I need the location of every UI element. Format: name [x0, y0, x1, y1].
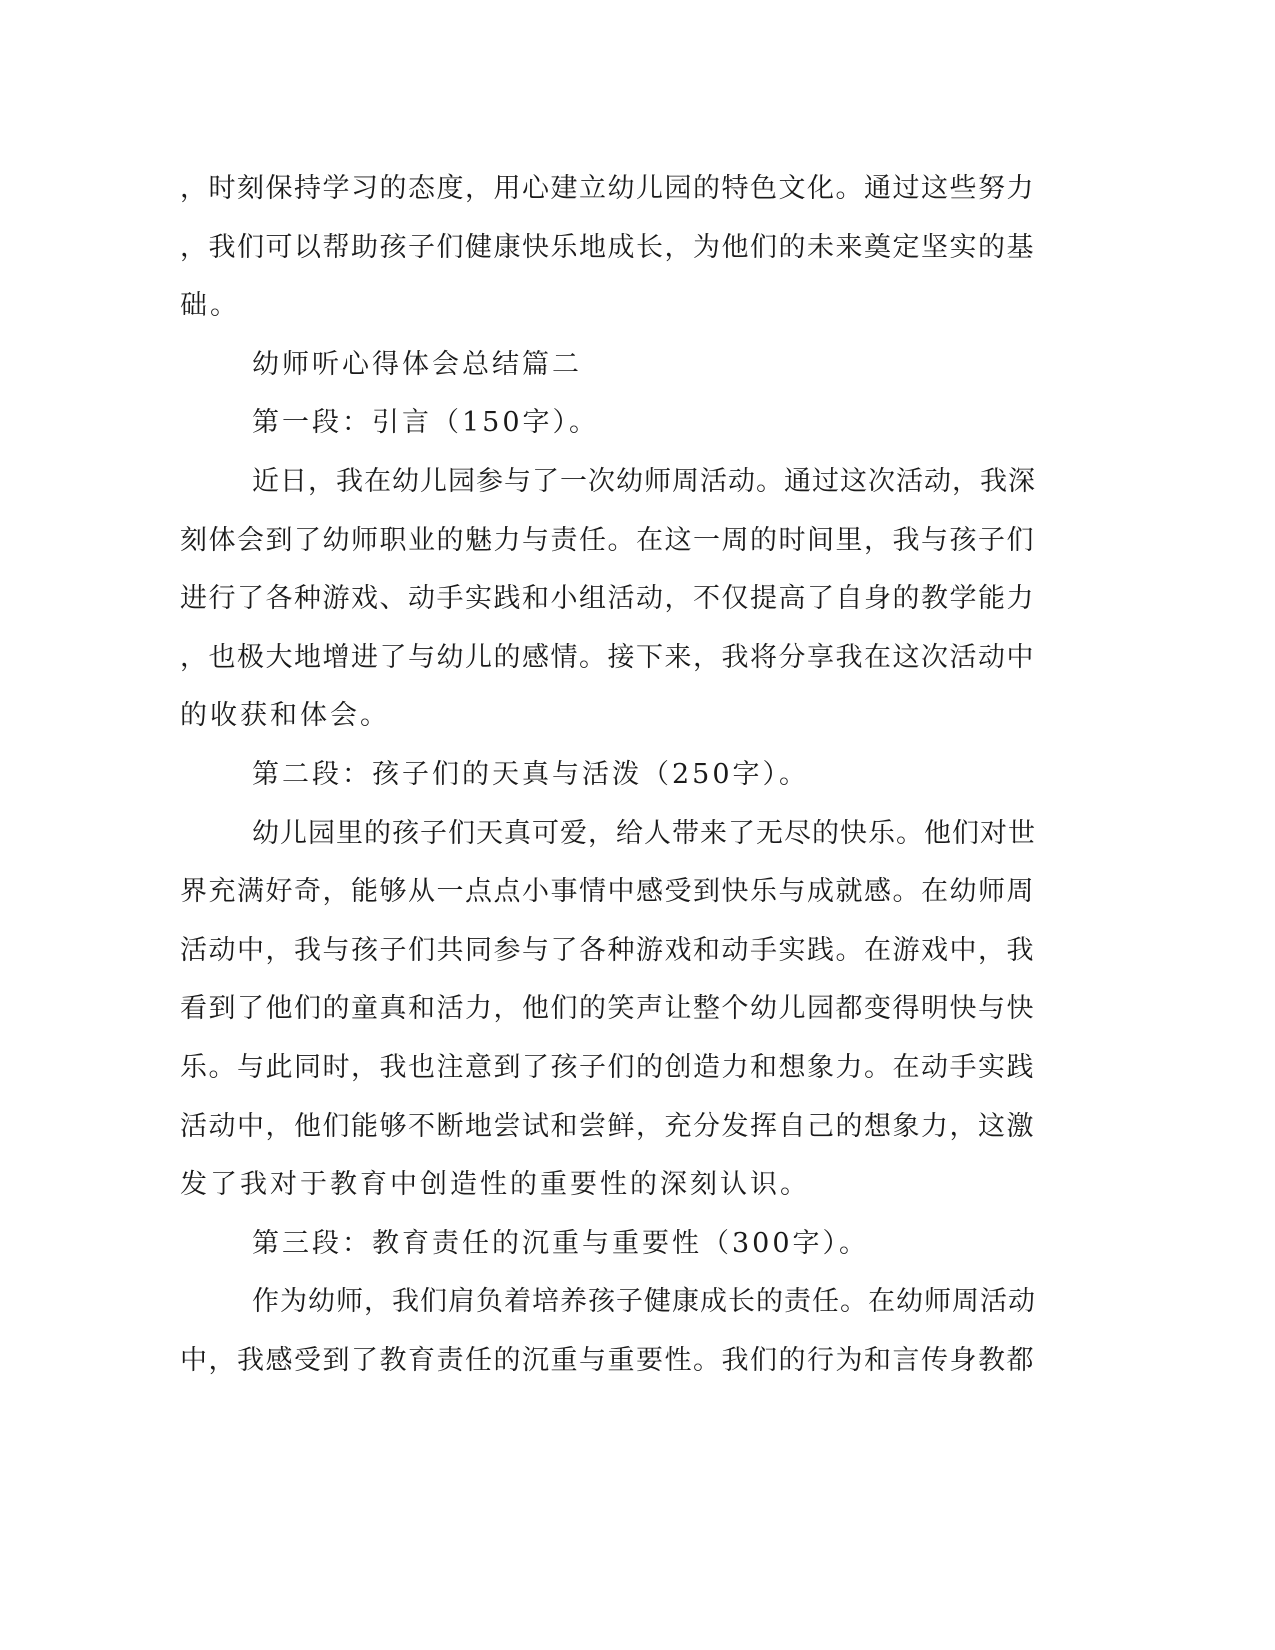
paragraph-heading: 第一段：引言（150字）。: [252, 407, 600, 439]
text-line: 幼儿园里的孩子们天真可爱，给人带来了无尽的快乐。他们对世: [252, 817, 1036, 849]
text-line: 发了我对于教育中创造性的重要性的深刻认识。: [180, 1169, 810, 1201]
text-line: 础。: [180, 290, 240, 322]
text-line: 看到了他们的童真和活力，他们的笑声让整个幼儿园都变得明快与快: [180, 993, 1035, 1025]
text-line: 界充满好奇，能够从一点点小事情中感受到快乐与成就感。在幼师周: [180, 876, 1035, 908]
text-line: 的收获和体会。: [180, 700, 390, 732]
text-line: 中，我感受到了教育责任的沉重与重要性。我们的行为和言传身教都: [180, 1344, 1035, 1376]
text-line: 作为幼师，我们肩负着培养孩子健康成长的责任。在幼师周活动: [252, 1286, 1036, 1318]
text-line: 活动中，他们能够不断地尝试和尝鲜，充分发挥自己的想象力，这激: [180, 1110, 1035, 1142]
section-title: 幼师听心得体会总结篇二: [252, 348, 582, 380]
text-line: 乐。与此同时，我也注意到了孩子们的创造力和想象力。在动手实践: [180, 1051, 1035, 1083]
text-line: ，我们可以帮助孩子们健康快乐地成长，为他们的未来奠定坚实的基: [180, 231, 1035, 263]
text-line: 近日，我在幼儿园参与了一次幼师周活动。通过这次活动，我深: [252, 465, 1036, 497]
paragraph-heading: 第二段：孩子们的天真与活泼（250字）。: [252, 758, 810, 790]
text-line: ，时刻保持学习的态度，用心建立幼儿园的特色文化。通过这些努力: [180, 173, 1035, 204]
body-text: [180, 160, 1040, 1390]
text-line: 活动中，我与孩子们共同参与了各种游戏和动手实践。在游戏中，我: [180, 934, 1035, 966]
paragraph-heading: 第三段：教育责任的沉重与重要性（300字）。: [252, 1227, 870, 1259]
text-line: 进行了各种游戏、动手实践和小组活动，不仅提高了自身的教学能力: [180, 583, 1035, 615]
text-line: ，也极大地增进了与幼儿的感情。接下来，我将分享我在这次活动中: [180, 641, 1035, 673]
text-line: 刻体会到了幼师职业的魅力与责任。在这一周的时间里，我与孩子们: [180, 524, 1035, 556]
